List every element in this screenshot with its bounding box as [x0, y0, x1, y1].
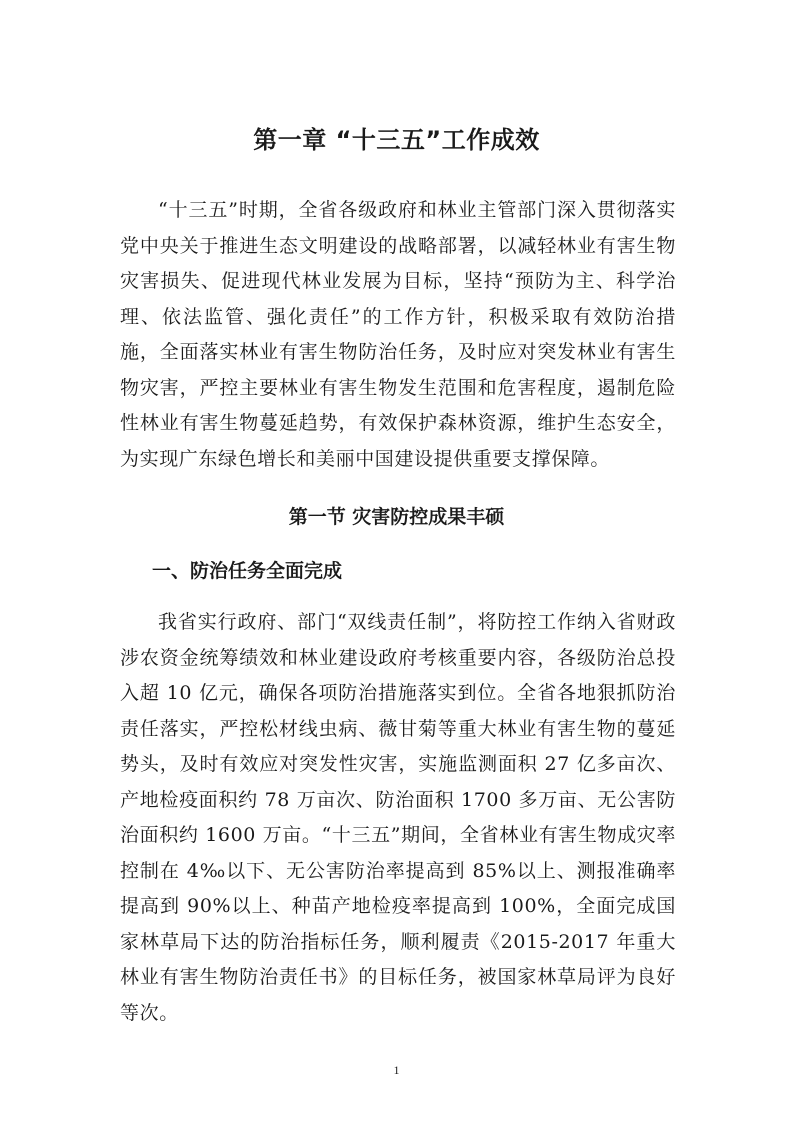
subsection-heading: 一、防治任务全面完成: [152, 560, 343, 582]
body-paragraph: 我省实行政府、部门“双线责任制”，将防控工作纳入省财政涉农资金统筹绩效和林业建设政府考核重要内容，各级防治总投入超 10 亿元，确保各项防治措施落实到位。全省各地狠抓防治责任落实，严控松材线虫病、薇甘菊等重大林业有害生物的蔓延势头，及时有效应对突发性灾害，实施监测面积 27 亿多亩次、产地检疫面积约 78 万亩次、防治面积 1700 多万亩、无公害防治面积约 1600 万亩。“十三五”期间，全省林业有害生物成灾率控制在 4‰以下、无公害防治率提高到 85%以上、测报准确率提高到 90%以上、种苗产地检疫率提高到 100%，全面完成国家林草局下达的防治指标任务，顺利履责《2015-2017 年重大林业有害生物防治责任书》的目标任务，被国家林草局评为良好等次。: [120, 611, 676, 1024]
intro-paragraph: “十三五”时期，全省各级政府和林业主管部门深入贯彻落实党中央关于推进生态文明建设的战略部署，以减轻林业有害生物灾害损失、促进现代林业发展为目标，坚持“预防为主、科学治理、依法监管、强化责任”的工作方针，积极采取有效防治措施，全面落实林业有害生物防治任务，及时应对突发林业有害生物灾害，严控主要林业有害生物发生范围和危害程度，遏制危险性林业有害生物蔓延趋势，有效保护森林资源，维护生态安全，为实现广东绿色增长和美丽中国建设提供重要支撑保障。: [120, 199, 676, 470]
section-title: 第一节 灾害防控成果丰硕: [288, 506, 505, 528]
page-number: 1: [393, 1063, 400, 1077]
chapter-title: 第一章 “十三五”工作成效: [253, 126, 540, 154]
